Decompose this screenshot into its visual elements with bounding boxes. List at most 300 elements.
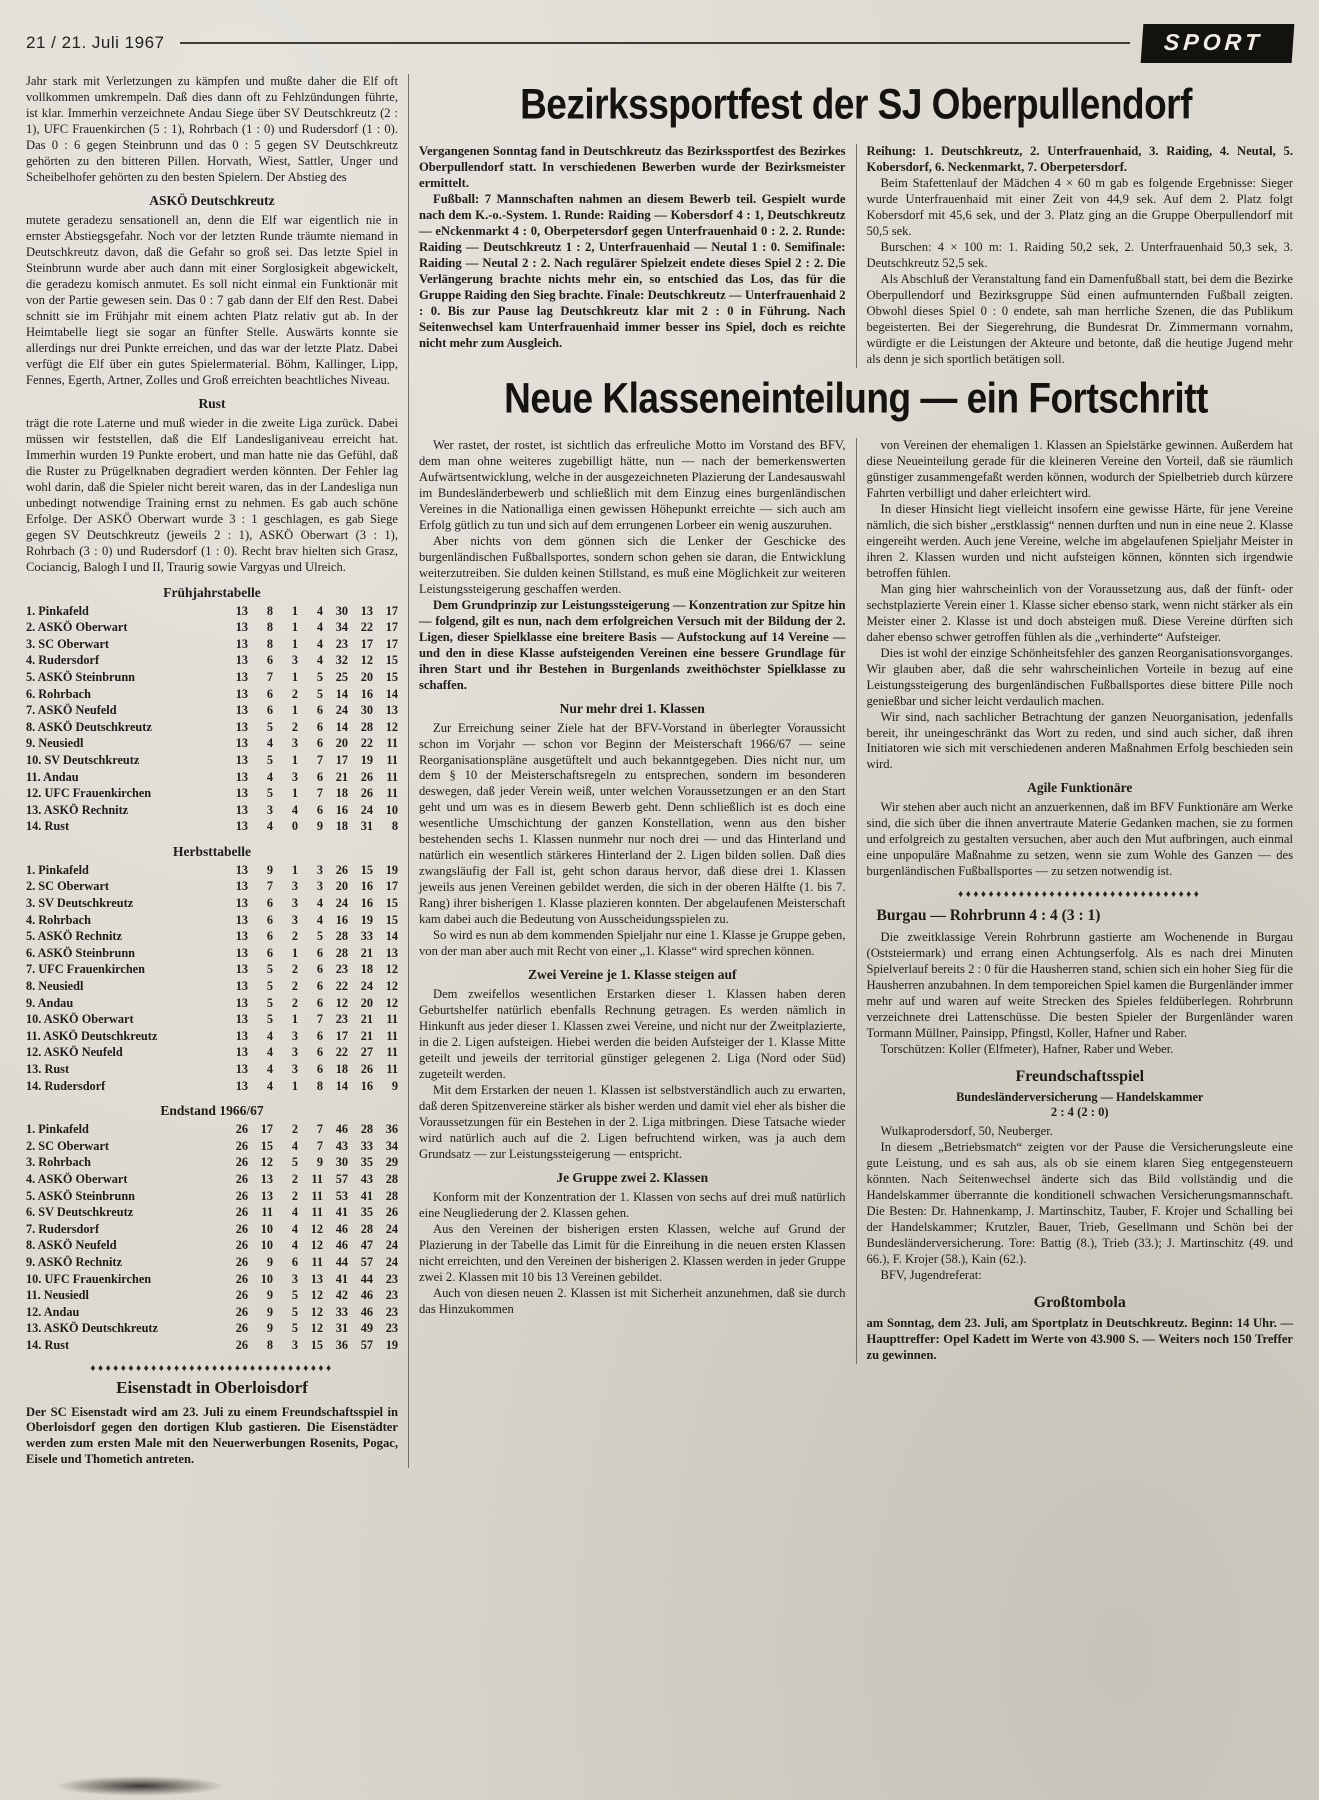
table-row (26, 1337, 398, 1354)
team-name: 10. SV Deutschkreutz (26, 752, 140, 767)
page-number-date: 21 / 21. Juli 1967 (26, 33, 165, 52)
goals-against: 57 (360, 1254, 373, 1269)
points: 11 (386, 1045, 398, 1060)
games-played: 13 (235, 945, 248, 960)
goals-against: 19 (360, 912, 373, 927)
team-name: 13. Rust (26, 1062, 70, 1076)
games-played: 13 (235, 862, 248, 877)
team-name: 4. Rudersdorf (26, 653, 100, 668)
paragraph-group (867, 800, 1294, 880)
goals-for: 23 (335, 636, 348, 651)
points: 23 (385, 1321, 398, 1336)
draws: 2 (291, 1188, 298, 1203)
games-played: 13 (235, 703, 248, 718)
draws: 3 (291, 1062, 298, 1076)
points: 15 (385, 912, 398, 927)
draws: 2 (291, 979, 298, 994)
games-played: 13 (235, 636, 248, 651)
article-paragraph: BFV, Jugendreferat: (880, 1268, 982, 1283)
goals-against: 21 (360, 945, 373, 960)
headline-klasseneinteilung: Neue Klasseneinteilung — ein Fortschritt (504, 374, 1208, 422)
header-rule (180, 42, 1130, 44)
article-paragraph: Auch von diesen neuen 2. Klassen ist mit Sicherheit anzunehmen, daß sie durch das Hinzukommen (419, 1286, 846, 1317)
wins: 8 (266, 620, 273, 635)
table-row (26, 1028, 398, 1045)
points: 13 (385, 945, 398, 960)
team-name: 3. Rohrbach (26, 1155, 91, 1170)
draws: 4 (291, 1138, 298, 1153)
goals-for: 16 (335, 912, 348, 927)
table-row (26, 752, 398, 769)
paragraph-group (867, 1124, 1294, 1284)
paragraph-group (419, 438, 846, 598)
goals-against: 16 (360, 1078, 373, 1093)
goals-for: 21 (335, 769, 348, 784)
wins: 6 (266, 929, 273, 944)
table-title-fruehjahr: Frühjahrstabelle (163, 584, 261, 600)
goals-for: 18 (335, 786, 348, 801)
losses: 12 (310, 1238, 323, 1253)
draws: 6 (291, 1254, 298, 1269)
league-table-herbst (26, 862, 398, 1094)
goals-against: 46 (360, 1304, 373, 1319)
points: 9 (391, 1078, 398, 1093)
goals-for: 23 (335, 1012, 348, 1027)
article-paragraph: trägt die rote Laterne und muß wieder in die zweite Liga zurück. Dabei müssen wir feststellen, daß die Elf Landesliganiveau erreicht hat. Immerhin wurden 19 Punkte erobert, und man hatte nie das Gefühl, daß die Ruster zu Prügelknaben degradiert werden könnten. Der Fehler lag wohl darin, daß die Spieler nicht bereit waren, das in der Landesliga nun unbedingt notwendige Training ernst zu nehmen. Es gab auch schöne Erfolge. Der ASKÖ Oberwart wurde 3 : 1 geschlagen, es gab Siege gegen SV Deutschkreutz (jeweils 2 : 1), ASKÖ Oberwart (3 : 1), Rohrbach (3 : 0) und Rudersdorf (1 : 0). Recht brav hielten sich Grasz, Cociancig, Balogh I und II, Traurig sowie Vargyas und Ulreich. (26, 415, 398, 574)
goals-against: 21 (360, 1012, 373, 1027)
goals-against: 26 (360, 786, 373, 801)
team-name: 1. Pinkafeld (26, 862, 89, 877)
wins: 11 (261, 1205, 273, 1220)
subheading-agile-funktionaere: Agile Funktionäre (1027, 780, 1133, 796)
wins: 3 (266, 802, 273, 817)
paragraph-group (419, 987, 846, 1163)
games-played: 26 (235, 1288, 248, 1303)
losses: 6 (316, 802, 323, 817)
points: 12 (385, 962, 398, 977)
goals-against: 16 (360, 879, 373, 894)
goals-for: 18 (335, 819, 348, 834)
losses: 7 (316, 1122, 323, 1137)
page-content (26, 74, 1293, 1468)
draws: 2 (291, 1171, 298, 1186)
article-paragraph-bold: Dem Grundprinzip zur Leistungssteigerung — Konzentration zur Spitze hin — folgend, gilt es nun, nach dem erfolgreichen Versuch mit der Bildung der 2. Ligen, dieser Spielklasse eine breitere Basis — Aufstockung auf 14 Vereine — und den in diese Klasse aufsteigenden Vereinen eine bessere Grundlage für ihren Start und ihr Bestehen in Burgenlands zweithöchster Spielklasse zu schaffen. (419, 597, 846, 692)
goals-against: 13 (360, 603, 373, 618)
draws: 4 (291, 802, 298, 817)
article1-col-left (419, 144, 846, 368)
wins: 5 (266, 786, 273, 801)
points: 15 (385, 669, 398, 684)
goals-against: 20 (360, 669, 373, 684)
goals-for: 25 (335, 669, 348, 684)
wins: 4 (266, 819, 273, 834)
losses: 12 (310, 1321, 323, 1336)
team-name: 9. Andau (26, 995, 74, 1010)
wins: 13 (260, 1171, 273, 1186)
games-played: 13 (235, 879, 248, 894)
table-row (26, 719, 398, 736)
wins: 5 (266, 752, 273, 767)
match-score: 2 : 4 (2 : 0) (1050, 1105, 1109, 1120)
team-name: 14. Rust (26, 1337, 70, 1352)
draws: 2 (291, 995, 298, 1010)
wins: 9 (266, 862, 273, 877)
games-played: 13 (235, 1028, 248, 1043)
losses: 11 (311, 1254, 323, 1269)
losses: 11 (311, 1188, 323, 1203)
goals-against: 18 (360, 962, 373, 977)
article-paragraph: In dieser Hinsicht liegt vielleicht insofern eine gewisse Härte, für jene Vereine nämlich, die sich bisher „erstklassig“ nennen durften und nun in eine neue 2. Klasse eingereiht werden. Auch jene Vereine, welche im abgelaufenen Spieljahr Meister in ihren 2. Klassen wurden und nicht aufsteigen können, könnten sich irgendwie betroffen fühlen. (866, 501, 1293, 580)
goals-against: 27 (360, 1045, 373, 1060)
goals-against: 33 (360, 1138, 373, 1153)
article-paragraph: Die zweitklassige Verein Rohrbrunn gastierte am Wochenende in Burgau (Oststeiermark) und errang einen Achtungserfolg. Als es nach drei Minuten Spielverlauf bereits 2 : 0 für die Hausherren stand, schien sich ein hoher Sieg für die Hausherren anzubahnen. In dem temporeichen Spiel kamen die Burgenländer immer mehr auf und waren auf weite Strecken des Spieles feldüberlegen. Rohrbrunn verzeichnete drei Lattenschüsse. Die besten Spieler der Burgenländer waren Tormann Müllner, Painsipp, Pfingstl, Koller, Hafner und Raber. (866, 930, 1293, 1041)
points: 13 (385, 703, 398, 718)
goals-for: 16 (335, 802, 348, 817)
table-row (26, 1188, 398, 1205)
wins: 6 (266, 686, 273, 701)
games-played: 26 (235, 1321, 248, 1336)
goals-for: 30 (335, 1155, 348, 1170)
games-played: 13 (235, 819, 248, 834)
games-played: 13 (235, 786, 248, 801)
draws: 2 (291, 929, 298, 944)
article-paragraph: am Sonntag, dem 23. Juli, am Sportplatz in Deutschkreutz. Beginn: 14 Uhr. — Haupttreffer: Opel Kadett im Werte von 43.900 S. — Weiters noch 150 Treffer zu gewinnen. (866, 1316, 1293, 1363)
goals-against: 22 (360, 736, 373, 751)
points: 23 (385, 1271, 398, 1286)
games-played: 13 (235, 686, 248, 701)
team-name: 13. ASKÖ Rechnitz (26, 802, 129, 817)
draws: 3 (291, 1028, 298, 1043)
points: 11 (386, 786, 398, 801)
draws: 3 (291, 769, 298, 784)
losses: 6 (316, 1028, 323, 1043)
table-row (26, 961, 398, 978)
paragraph-group (419, 1190, 846, 1318)
team-name: 5. ASKÖ Steinbrunn (26, 669, 136, 684)
table-row (26, 1138, 398, 1155)
article-paragraph: Reihung: 1. Deutschkreutz, 2. Unterfrauenhaid, 3. Raiding, 4. Neutal, 5. Kobersdorf, 6. Neckenmarkt, 7. Oberpetersdorf. (866, 144, 1293, 174)
article-paragraph: Jahr stark mit Verletzungen zu kämpfen und mußte daher die Elf oft vollkommen umkrempeln. Daß dies dann oft zu Fehlzündungen führte, ist klar. Immerhin verzeichnete Andau Siege über SV Deutschkreutz (2 : 1), UFC Frauenkirchen (5 : 1), Rohrbach (1 : 0) und Rudersdorf (1 : 0). Das 0 : 6 gegen Steinbrunn und das 0 : 5 gegen SV Deutschkreutz gehörten zu den bitteren Pillen. Horvath, Wiest, Sattler, Unger und Scheibelhofer gehörten zu den besten Spielern. Der Abstieg des (26, 74, 398, 184)
table-row (26, 636, 398, 653)
losses: 7 (316, 1138, 323, 1153)
goals-against: 49 (360, 1321, 373, 1336)
losses: 4 (316, 620, 323, 635)
subheading-drei-klassen: Nur mehr drei 1. Klassen (559, 700, 705, 716)
wins: 9 (266, 1254, 273, 1269)
team-name: 3. SV Deutschkreutz (26, 896, 134, 911)
losses: 3 (316, 879, 323, 894)
games-played: 13 (235, 995, 248, 1010)
table-row (26, 619, 398, 636)
points: 14 (385, 929, 398, 944)
goals-for: 28 (335, 929, 348, 944)
games-played: 13 (235, 669, 248, 684)
article-paragraph: Beim Stafettenlauf der Mädchen 4 × 60 m gab es folgende Ergebnisse: Sieger wurde Unterfrauenhaid mit einer Zeit von 44,9 sek. Auf dem 2. Platz folgt Kobersdorf mit 45,6 sek, und der 3. Platz ging an die Gruppe Oberpullendorf mit 50,5 sek. (866, 175, 1293, 238)
losses: 5 (316, 929, 323, 944)
subheading-grosstombola: Großtombola (1033, 1294, 1126, 1312)
points: 17 (385, 603, 398, 618)
wins: 5 (266, 979, 273, 994)
main-area (419, 74, 1293, 1468)
losses: 6 (316, 962, 323, 977)
draws: 3 (291, 879, 298, 894)
article-paragraph: Zur Erreichung seiner Ziele hat der BFV-Vorstand in überlegter Voraussicht schon im Vorjahr — schon vor Beginn der Meisterschaft 1966/67 — seine Reorganisationspläne ausgetüftelt und auch bekanntgegeben. Dies nicht nur, um dem § 10 der Meisterschaftsregeln zu entsprechen, sondern im besonderen deswegen, daß jeder Verein weiß, unter welchen Voraussetzungen er an den Start geht und um was es in diesem Bewerb geht. Denn schließlich ist es doch eine wesentliche Umschichtung der ganzen Konstellation, wenn aus den bisher bestehenden sechs 1. Klassen nunmehr nur noch drei — und das Hinterland und natürlich ein wesentlich stärkeres Hinterland der 2. Ligen bilden sollen. Daß dies zwangsläufig der Fall ist, geht schon daraus hervor, daß diese drei 1. Klassen jeweils aus jenen Vereinen gebildet werden, die sich in der oberen Hälfte (1. bis 7. Rang) ihrer bisherigen 1. Klasse plazieren konnten. Der abgelaufenen Meisterschaft kam dabei auch die Bedeutung von Ausscheidungsspielen zu. (419, 720, 846, 927)
goals-against: 43 (360, 1171, 373, 1186)
goals-against: 30 (360, 703, 373, 718)
draws: 3 (291, 736, 298, 751)
paragraph-group (419, 721, 846, 961)
wins: 5 (266, 995, 273, 1010)
losses: 4 (316, 636, 323, 651)
losses: 6 (316, 703, 323, 718)
draws: 1 (291, 620, 298, 635)
points: 26 (385, 1205, 398, 1220)
wins: 10 (260, 1271, 273, 1286)
goals-against: 44 (360, 1271, 373, 1286)
team-name: 7. UFC Frauenkirchen (26, 962, 145, 977)
points: 17 (385, 620, 398, 635)
table-row (26, 912, 398, 929)
article1-paragraph-group (867, 176, 1294, 368)
draws: 1 (291, 1012, 298, 1027)
games-played: 26 (235, 1138, 248, 1153)
goals-against: 12 (360, 653, 373, 668)
table-row (26, 1011, 398, 1028)
games-played: 26 (235, 1337, 248, 1352)
points: 28 (385, 1188, 398, 1203)
subheading-askoe-deutschkreutz: ASKÖ Deutschkreutz (149, 192, 275, 208)
team-name: 10. UFC Frauenkirchen (26, 1271, 152, 1286)
games-played: 26 (235, 1221, 248, 1236)
table-row (26, 603, 398, 620)
points: 19 (385, 1337, 398, 1352)
games-played: 13 (235, 802, 248, 817)
draws: 1 (291, 1078, 298, 1093)
draws: 1 (291, 786, 298, 801)
goals-for: 26 (335, 862, 348, 877)
goals-for: 41 (335, 1271, 348, 1286)
draws: 4 (291, 1221, 298, 1236)
wins: 12 (260, 1155, 273, 1170)
wins: 9 (266, 1304, 273, 1319)
games-played: 26 (235, 1188, 248, 1203)
losses: 11 (311, 1171, 323, 1186)
games-played: 13 (235, 603, 248, 618)
games-played: 13 (235, 752, 248, 767)
draws: 3 (291, 1337, 298, 1352)
team-name: 10. ASKÖ Oberwart (26, 1012, 134, 1027)
goals-against: 26 (360, 769, 373, 784)
wins: 7 (266, 669, 273, 684)
team-name: 7. ASKÖ Neufeld (26, 703, 117, 718)
goals-against: 24 (360, 802, 373, 817)
wins: 17 (260, 1122, 273, 1137)
wins: 6 (266, 896, 273, 911)
article-paragraph: Torschützen: Koller (Elfmeter), Hafner, Raber und Weber. (880, 1042, 1174, 1057)
article1-columns (419, 144, 1293, 368)
column-rule (856, 144, 857, 368)
team-name: 1. Pinkafeld (26, 1122, 89, 1137)
losses: 7 (316, 752, 323, 767)
paragraph-group (867, 438, 1294, 774)
goals-for: 36 (335, 1337, 348, 1352)
games-played: 26 (235, 1304, 248, 1319)
wins: 10 (260, 1238, 273, 1253)
table-row (26, 652, 398, 669)
wins: 8 (266, 636, 273, 651)
goals-against: 24 (360, 979, 373, 994)
team-name: 5. ASKÖ Steinbrunn (26, 1188, 136, 1203)
team-name: 12. ASKÖ Neufeld (26, 1045, 123, 1060)
goals-against: 22 (360, 620, 373, 635)
losses: 6 (316, 769, 323, 784)
table-row (26, 818, 398, 835)
wins: 4 (266, 1062, 273, 1076)
games-played: 13 (235, 1062, 248, 1076)
team-name: 4. Rohrbach (26, 912, 91, 927)
games-played: 13 (235, 1078, 248, 1093)
goals-for: 30 (335, 603, 348, 618)
wins: 4 (266, 736, 273, 751)
team-name: 14. Rust (26, 819, 70, 834)
goals-against: 28 (360, 1221, 373, 1236)
points: 8 (391, 819, 398, 834)
team-name: 8. ASKÖ Deutschkreutz (26, 719, 152, 734)
points: 15 (385, 653, 398, 668)
wins: 6 (266, 912, 273, 927)
table-row (26, 1061, 398, 1078)
points: 23 (385, 1288, 398, 1303)
wins: 6 (266, 703, 273, 718)
team-name: 8. Neusiedl (26, 979, 84, 994)
goals-for: 22 (335, 979, 348, 994)
team-name: 3. SC Oberwart (26, 636, 109, 651)
goals-for: 42 (335, 1288, 348, 1303)
losses: 3 (316, 862, 323, 877)
table-row (26, 785, 398, 802)
goals-against: 47 (360, 1238, 373, 1253)
team-name: 6. ASKÖ Steinbrunn (26, 945, 136, 960)
wins: 6 (266, 945, 273, 960)
wins: 6 (266, 653, 273, 668)
table-row (26, 1221, 398, 1238)
article-paragraph: Fußball: 7 Mannschaften nahmen an diesem Bewerb teil. Gespielt wurde nach dem K.-o.-System. 1. Runde: Raiding — Kobersdorf 4 : 1, Deutschkreutz — eNckenmarkt 4 : 0, Oberpetersdorf gegen Unterfrauenhaid 0 : 2. 2. Runde: Raiding — Deutschkreutz 1 : 2, Unterfrauenhaid — Neutal 1 : 0. Semifinale: Raiding — Neutal 2 : 2. Nach regulärer Spielzeit endete dieses Spiel 2 : 2. Die Verlängerung brachte nichts mehr ein, so entschied das Los, das für die Gruppe Raiding den Sieg brachte. Finale: Deutschkreutz — Unterfrauenhaid 2 : 0. Bis zur Pause lag Deutschkreutz klar mit 2 : 0 in Führung. Nach Seitenwechsel kam Unterfrauenhaid immer besser ins Spiel, doch es reichte nicht mehr zum Ausgleich. (419, 191, 846, 350)
losses: 12 (310, 1221, 323, 1236)
goals-against: 41 (360, 1188, 373, 1203)
team-name: 11. Neusiedl (26, 1288, 89, 1303)
table-row (26, 686, 398, 703)
games-played: 26 (235, 1238, 248, 1253)
goals-for: 17 (335, 752, 348, 767)
losses: 6 (316, 995, 323, 1010)
losses: 6 (316, 736, 323, 751)
points: 11 (386, 752, 398, 767)
article-paragraph: Dies ist wohl der einzige Schönheitsfehler des ganzen Reorganisationsvorganges. Wir glauben aber, daß die sehr wahrscheinlichen Vorteile in bezug auf eine Leistungssteigerung des burgenländischen Fußballsportes diese bittere Pille noch genießbar und sicher leicht verdaulich machen. (866, 645, 1293, 708)
losses: 5 (316, 669, 323, 684)
points: 23 (385, 1304, 398, 1319)
goals-for: 24 (335, 896, 348, 911)
table-row (26, 978, 398, 995)
losses: 6 (316, 1045, 323, 1060)
games-played: 13 (235, 769, 248, 784)
article-paragraph: von Vereinen der ehemaligen 1. Klassen an Spielstärke gewinnen. Außerdem hat diese Neueinteilung gerade für die kleineren Vereine den Vorteil, daß sie räumlich günstiger zusammengefaßt werden können, wodurch der Spielbetrieb durch kürzere Fahrten verbilligt und daher erleichtert wird. (866, 437, 1293, 500)
goals-against: 21 (360, 1028, 373, 1043)
points: 29 (385, 1155, 398, 1170)
draws: 5 (291, 1155, 298, 1170)
article2-col-right (867, 438, 1294, 1364)
article-paragraph: mutete geradezu sensationell an, denn die Elf war eigentlich nie in ernster Abstiegsgefahr. Noch vor der letzten Runde träumte niemand in Deutschkreutz davon, daß die Gefahr so groß sei. Das letzte Spiel in Steinbrunn wurde aber auch dann mit einer Sorglosigkeit abgewickelt, die geradezu komisch anmutet. Es soll nicht einmal ein Funktionär mit von der Partie gewesen sein. Das 0 : 7 gab dann der Elf den Rest. Dabei schnitt sie im Frühjahr mit einem achten Platz relativ gut ab. In der Heimtabelle liegt sie sogar an fünfter Stelle. Auswärts konnte sie allerdings nur drei Punkte erreichen, und das war der letzte Platz. Dabei verfügt die Elf über ein gutes Spielermaterial. Böhm, Kallinger, Lipp, Fennes, Egerth, Artner, Zolles und Groß erreichten beachtliches Niveau. (26, 212, 398, 387)
table-row (26, 1304, 398, 1321)
goals-for: 28 (335, 945, 348, 960)
article-paragraph: Wir stehen aber auch nicht an anzuerkennen, daß im BFV Funktionäre am Werke sind, die sich über die ihnen anvertraute Materie Gedanken machen, sie zu formen und erfolgreich zu gestalten versuchen, aber auch den Mut aufbringen, auch einmal eine unpopuläre Maßnahme zu setzen, wenn sie zum Wohle des Ganzen — des burgenländischen Fußballsportes — zu setzen notwendig ist. (866, 800, 1293, 879)
games-played: 13 (235, 929, 248, 944)
goals-against: 33 (360, 929, 373, 944)
goals-for: 31 (335, 1321, 348, 1336)
article-paragraph: So wird es nun ab dem kommenden Spieljahr nur eine 1. Klasse je Gruppe geben, von der man aber auch mit Recht von einer „1. Klasse“ wird sprechen können. (419, 928, 846, 959)
diamond-separator: ♦♦♦♦♦♦♦♦♦♦♦♦♦♦♦♦♦♦♦♦♦♦♦♦♦♦♦♦♦♦♦♦ (90, 1362, 334, 1374)
draws: 3 (291, 1271, 298, 1286)
table-row (26, 1320, 398, 1337)
table-row (26, 769, 398, 786)
team-name: 12. UFC Frauenkirchen (26, 786, 152, 801)
table-row (26, 945, 398, 962)
match-pairing: Bundesländerversicherung — Handelskammer (956, 1090, 1204, 1105)
article1-col-right (867, 144, 1294, 368)
games-played: 26 (235, 1254, 248, 1269)
column-rule (408, 74, 409, 1468)
draws: 1 (291, 862, 298, 877)
goals-against: 31 (360, 819, 373, 834)
wins: 4 (266, 1078, 273, 1093)
left-column (26, 74, 398, 1468)
goals-against: 16 (360, 896, 373, 911)
draws: 1 (291, 945, 298, 960)
losses: 6 (316, 1062, 323, 1076)
wins: 5 (266, 962, 273, 977)
goals-for: 46 (335, 1238, 348, 1253)
article-paragraph: In diesem „Betriebsmatch“ zeigten vor der Pause die Versicherungsleute eine gute Leistung, und es sah aus, als ob sie einem klaren Sieg entgegensteuern könnten. Nach Seitenwechsel änderte sich das Bild vollständig und die Handelskammer überrannte die konditionell schwachen Versicherungsmannschaft. Die Besten: Dr. Hahnenkamp, J. Martinschitz, Tauber, F. Krojer und Schalling bei der Handelskammer; Krutzler, Bauer, Trieb, Gesellmann und Schön bei der Bundesländerversicherung. Tore: Battig (8.), Trieb (33.); J. Martinschitz (49. und 66.), F. Krojer (58.), Kain (62.). (866, 1140, 1293, 1267)
games-played: 13 (235, 962, 248, 977)
goals-for: 53 (335, 1188, 348, 1203)
team-name: 6. SV Deutschkreutz (26, 1205, 134, 1220)
goals-against: 35 (360, 1205, 373, 1220)
headline-bezirkssportfest: Bezirkssportfest der SJ Oberpullendorf (520, 81, 1192, 128)
goals-for: 43 (335, 1138, 348, 1153)
team-name: 2. SC Oberwart (26, 1138, 109, 1153)
draws: 0 (291, 819, 298, 834)
team-name: 9. ASKÖ Rechnitz (26, 1254, 122, 1269)
article2-col-left (419, 438, 846, 1364)
article-lead: Vergangenen Sonntag fand in Deutschkreutz das Bezirkssportfest des Bezirkes Oberpullendorf statt. In verschiedenen Bewerben wurde der Bezirksmeister ermittelt. (419, 144, 846, 190)
article2-columns (419, 438, 1293, 1364)
article-paragraph: Dem zweifellos wesentlichen Erstarken dieser 1. Klassen haben deren Geburtshelfer natürlich ebenfalls Rechnung getragen. Es werden nämlich in Hinkunft aus jeder dieser 1. Klassen zwei Vereine, und nicht nur der Zweitplazierte, in die 2. Ligen aufsteigen. Hiebei werden die beiden Aufsteiger der 1. Klasse Mitte geteilt und jeweils der territorial günstiger gelegenen 2. Liga (Nord oder Süd) zugeteilt werden. (419, 987, 846, 1082)
table-row (26, 702, 398, 719)
table-row (26, 669, 398, 686)
losses: 6 (316, 719, 323, 734)
table-row (26, 862, 398, 879)
subheading-freundschaftsspiel: Freundschaftsspiel (1015, 1068, 1145, 1086)
draws: 1 (291, 669, 298, 684)
draws: 5 (291, 1321, 298, 1336)
article-paragraph: Wer rastet, der rostet, ist sichtlich das erfreuliche Motto im Vorstand des BFV, dem man ohne weiteres zugebilligt hätte, nun — nach der bemerkenswerten Aufwärtsentwicklung, welche in der ausgezeichneten Plazierung der Landesauswahl im Bundesländerbewerb und schließlich mit dem Einzug eines burgenländischen Vereines in die Nationalliga einen gewissen Höhepunkt erreichte — sich auch am Erfolg gütlich zu tun und sich auf dem errungenen Lorbeer ein wenig auszuruhen. (419, 437, 846, 532)
goals-against: 19 (360, 752, 373, 767)
subheading-eisenstadt: Eisenstadt in Oberloisdorf (116, 1377, 308, 1397)
draws: 5 (291, 1304, 298, 1319)
article-paragraph: Konform mit der Konzentration der 1. Klassen von sechs auf drei muß natürlich eine Neugliederung der 2. Klassen gehen. (419, 1190, 846, 1221)
team-name: 5. ASKÖ Rechnitz (26, 929, 122, 944)
article-paragraph: Burschen: 4 × 100 m: 1. Raiding 50,2 sek, 2. Unterfrauenhaid 50,3 sek, 3. Deutschkreutz 52,5 sek. (866, 239, 1293, 270)
losses: 9 (316, 1155, 323, 1170)
